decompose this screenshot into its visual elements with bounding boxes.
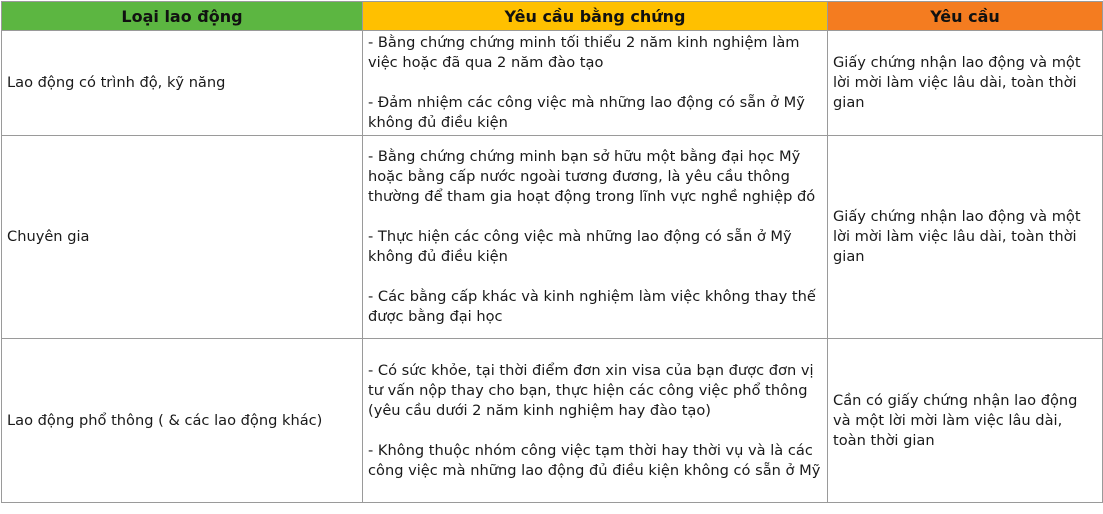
evidence-cell <box>363 339 828 503</box>
header-labor-type: Loại lao động <box>2 2 363 31</box>
visa-requirements-table <box>1 1 1103 503</box>
evidence-item: - Bằng chứng chứng minh tối thiểu 2 năm kinh nghiệm làm việc hoặc đã qua 2 năm đào tạo <box>368 34 800 71</box>
table-header-row <box>2 2 1103 31</box>
evidence-item: - Bằng chứng chứng minh bạn sở hữu một bằng đại học Mỹ hoặc bằng cấp nước ngoài tương đương, là yêu cầu thông thường để tham gia hoạt động trong lĩnh vực nghề nghiệp đó <box>368 148 816 205</box>
table-row <box>2 136 1103 339</box>
header-evidence: Yêu cầu bằng chứng <box>363 2 828 31</box>
labor-type-cell: Lao động có trình độ, kỹ năng <box>2 31 363 136</box>
evidence-item: - Không thuộc nhóm công việc tạm thời hay thời vụ và là các công việc mà những lao động đủ điều kiện không có sẵn ở Mỹ <box>368 441 821 479</box>
header-requirement: Yêu cầu <box>828 2 1103 31</box>
evidence-item: - Thực hiện các công việc mà những lao động có sẵn ở Mỹ không đủ điều kiện <box>368 228 792 265</box>
evidence-item: - Các bằng cấp khác và kinh nghiệm làm việc không thay thế được bằng đại học <box>368 288 816 325</box>
requirement-cell: Giấy chứng nhận lao động và một lời mời làm việc lâu dài, toàn thời gian <box>828 136 1103 339</box>
evidence-item: - Đảm nhiệm các công việc mà những lao động có sẵn ở Mỹ không đủ điều kiện <box>368 94 805 131</box>
evidence-cell <box>363 136 828 339</box>
evidence-item: - Có sức khỏe, tại thời điểm đơn xin visa của bạn được đơn vị tư vấn nộp thay cho bạn, thực hiện các công việc phổ thông (yêu cầu dưới 2 năm kinh nghiệm hay đào tạo) <box>368 361 814 419</box>
requirement-cell: Giấy chứng nhận lao động và một lời mời làm việc lâu dài, toàn thời gian <box>828 31 1103 136</box>
requirement-cell: Cần có giấy chứng nhận lao động và một lời mời làm việc lâu dài, toàn thời gian <box>828 339 1103 503</box>
table-row <box>2 339 1103 503</box>
table-row <box>2 31 1103 136</box>
labor-type-cell: Lao động phổ thông ( & các lao động khác) <box>2 339 363 503</box>
labor-type-cell: Chuyên gia <box>2 136 363 339</box>
evidence-cell <box>363 31 828 136</box>
